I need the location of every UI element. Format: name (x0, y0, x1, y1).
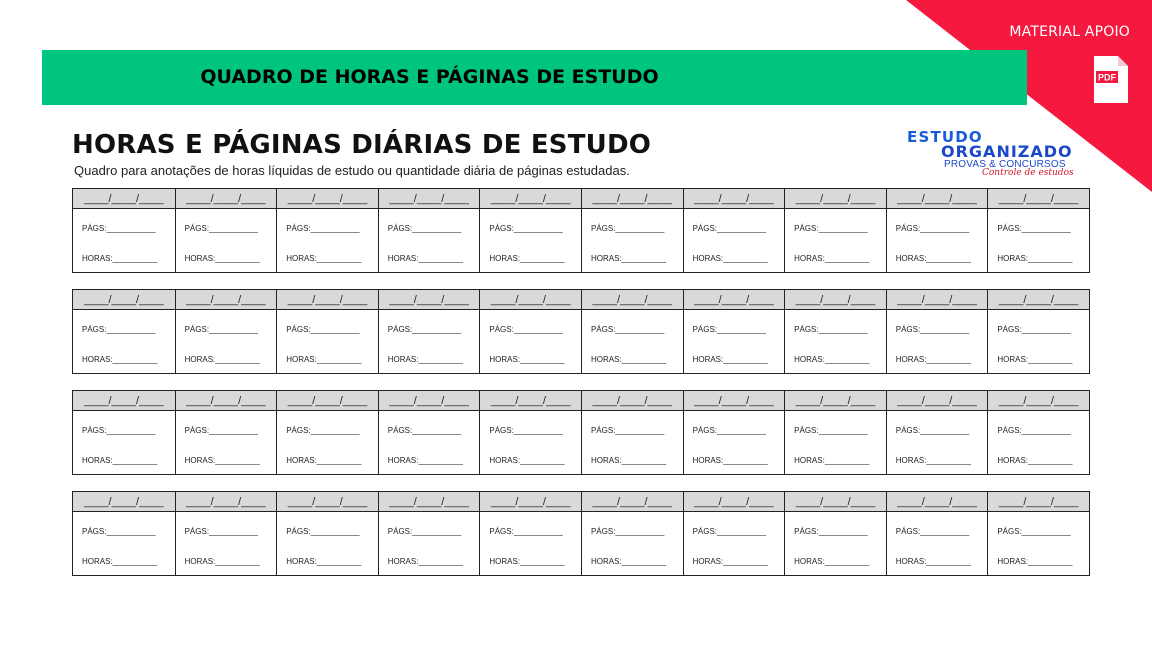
pages-field[interactable]: PÁGS:___________ (286, 224, 360, 233)
day-body (988, 209, 1089, 272)
day-body (379, 512, 480, 575)
hours-field[interactable]: HORAS:__________ (286, 557, 362, 566)
day-body (582, 310, 683, 373)
hours-field[interactable]: HORAS:__________ (184, 355, 260, 364)
day-body (480, 209, 581, 272)
date-field[interactable]: ____/____/____ (480, 492, 581, 512)
day-body (277, 310, 378, 373)
day-body (684, 310, 785, 373)
day-body (480, 512, 581, 575)
pages-field[interactable]: PÁGS:___________ (794, 325, 868, 334)
date-field[interactable]: ____/____/____ (73, 492, 175, 512)
date-field[interactable]: ____/____/____ (887, 189, 988, 209)
day-body (379, 411, 480, 474)
logo-line-1: ESTUDO (907, 128, 983, 146)
date-field[interactable]: ____/____/____ (480, 189, 581, 209)
date-field[interactable]: ____/____/____ (988, 391, 1089, 411)
day-cell (73, 189, 175, 272)
date-field[interactable]: ____/____/____ (582, 391, 683, 411)
date-field[interactable]: ____/____/____ (582, 492, 683, 512)
hours-field[interactable]: HORAS:__________ (692, 254, 768, 263)
pages-field[interactable]: PÁGS:___________ (997, 224, 1071, 233)
date-field[interactable]: ____/____/____ (684, 391, 785, 411)
hours-field[interactable]: HORAS:__________ (590, 557, 667, 566)
date-field[interactable]: ____/____/____ (684, 290, 785, 310)
hours-field[interactable]: HORAS:__________ (489, 355, 565, 364)
day-cell (581, 189, 683, 272)
day-cell (784, 391, 886, 474)
week-row (72, 390, 1090, 475)
pages-field[interactable]: PÁGS:___________ (590, 325, 665, 334)
hours-field[interactable]: HORAS:__________ (895, 355, 971, 364)
pages-field[interactable]: PÁGS:___________ (590, 527, 665, 536)
date-field[interactable]: ____/____/____ (785, 391, 886, 411)
day-body (176, 512, 277, 575)
week-row (72, 491, 1090, 576)
pages-field[interactable]: PÁGS:___________ (489, 527, 563, 536)
pages-field[interactable]: PÁGS:___________ (692, 224, 766, 233)
day-body (684, 512, 785, 575)
hours-field[interactable]: HORAS:__________ (997, 557, 1073, 566)
pages-field[interactable]: PÁGS:___________ (184, 325, 258, 334)
date-field[interactable]: ____/____/____ (277, 189, 378, 209)
day-cell (987, 290, 1089, 373)
day-body (582, 411, 683, 474)
pages-field[interactable]: PÁGS:___________ (692, 325, 766, 334)
day-body (176, 310, 277, 373)
date-field[interactable]: ____/____/____ (73, 290, 175, 310)
day-cell (683, 290, 785, 373)
date-field[interactable]: ____/____/____ (684, 189, 785, 209)
date-field[interactable]: ____/____/____ (379, 391, 480, 411)
day-cell (73, 290, 175, 373)
hours-field[interactable]: HORAS:__________ (997, 456, 1073, 465)
date-field[interactable]: ____/____/____ (785, 290, 886, 310)
day-cell (378, 290, 480, 373)
day-body (684, 411, 785, 474)
date-field[interactable]: ____/____/____ (277, 492, 378, 512)
hours-field[interactable]: HORAS:__________ (184, 456, 260, 465)
date-field[interactable]: ____/____/____ (988, 290, 1089, 310)
hours-field[interactable]: HORAS:__________ (387, 557, 463, 566)
hours-field[interactable]: HORAS:__________ (387, 456, 463, 465)
day-cell (378, 189, 480, 272)
logo-line-2: ORGANIZADO (941, 142, 1073, 161)
date-field[interactable]: ____/____/____ (785, 492, 886, 512)
date-field[interactable]: ____/____/____ (480, 290, 581, 310)
logo-line-3: PROVAS & CONCURSOS (944, 159, 1066, 170)
day-cell (276, 492, 378, 575)
hours-field[interactable]: HORAS:__________ (794, 355, 870, 364)
date-field[interactable]: ____/____/____ (785, 189, 886, 209)
day-body (988, 512, 1089, 575)
day-cell (987, 391, 1089, 474)
date-field[interactable]: ____/____/____ (73, 189, 175, 209)
pages-field[interactable]: PÁGS:___________ (997, 325, 1071, 334)
hours-field[interactable]: HORAS:__________ (286, 254, 362, 263)
day-body (480, 310, 581, 373)
hours-field[interactable]: HORAS:__________ (590, 355, 667, 364)
day-body (887, 512, 988, 575)
hours-field[interactable]: HORAS:__________ (82, 254, 158, 263)
pages-field[interactable]: PÁGS:___________ (387, 426, 462, 435)
hours-field[interactable]: HORAS:__________ (82, 355, 158, 364)
pdf-file-icon[interactable] (1094, 56, 1128, 103)
day-cell (581, 492, 683, 575)
pdf-icon-text: PDF (1098, 72, 1116, 83)
pages-field[interactable]: PÁGS:___________ (387, 527, 462, 536)
pages-field[interactable]: PÁGS:___________ (489, 325, 563, 334)
week-row (72, 188, 1090, 273)
hours-field[interactable]: HORAS:__________ (997, 355, 1073, 364)
date-field[interactable]: ____/____/____ (582, 189, 683, 209)
pages-field[interactable]: PÁGS:___________ (82, 426, 156, 435)
hours-field[interactable]: HORAS:__________ (286, 456, 362, 465)
day-cell (784, 189, 886, 272)
pages-field[interactable]: PÁGS:___________ (184, 426, 258, 435)
pages-field[interactable]: PÁGS:___________ (997, 426, 1071, 435)
day-body (176, 209, 277, 272)
date-field[interactable]: ____/____/____ (684, 492, 785, 512)
day-body (684, 209, 785, 272)
hours-field[interactable]: HORAS:__________ (895, 557, 971, 566)
document-title: HORAS E PÁGINAS DIÁRIAS DE ESTUDO (72, 130, 652, 160)
hours-field[interactable]: HORAS:__________ (692, 557, 768, 566)
pages-field[interactable]: PÁGS:___________ (590, 224, 665, 233)
day-cell (175, 189, 277, 272)
pages-field[interactable]: PÁGS:___________ (692, 426, 766, 435)
date-field[interactable]: ____/____/____ (887, 391, 988, 411)
day-cell (987, 189, 1089, 272)
pages-field[interactable]: PÁGS:___________ (794, 426, 868, 435)
pages-field[interactable]: PÁGS:___________ (794, 527, 868, 536)
day-cell (683, 492, 785, 575)
pages-field[interactable]: PÁGS:___________ (692, 527, 766, 536)
document-subtitle: Quadro para anotações de horas líquidas de estudo ou quantidade diária de páginas estudadas. (74, 163, 630, 178)
date-field[interactable]: ____/____/____ (582, 290, 683, 310)
date-field[interactable]: ____/____/____ (887, 290, 988, 310)
date-field[interactable]: ____/____/____ (988, 492, 1089, 512)
date-field[interactable]: ____/____/____ (277, 391, 378, 411)
day-cell (276, 290, 378, 373)
material-apoio-label: MATERIAL APOIO (1009, 24, 1130, 40)
date-field[interactable]: ____/____/____ (988, 189, 1089, 209)
date-field[interactable]: ____/____/____ (379, 290, 480, 310)
date-field[interactable]: ____/____/____ (277, 290, 378, 310)
day-cell (886, 492, 988, 575)
hours-field[interactable]: HORAS:__________ (692, 456, 768, 465)
day-body (582, 512, 683, 575)
date-field[interactable]: ____/____/____ (379, 189, 480, 209)
pages-field[interactable]: PÁGS:___________ (184, 224, 258, 233)
day-body (379, 310, 480, 373)
hours-field[interactable]: HORAS:__________ (184, 557, 260, 566)
hours-field[interactable]: HORAS:__________ (692, 355, 768, 364)
day-body (176, 411, 277, 474)
hours-field[interactable]: HORAS:__________ (82, 456, 158, 465)
day-body (277, 209, 378, 272)
hours-field[interactable]: HORAS:__________ (489, 557, 565, 566)
day-cell (683, 189, 785, 272)
hours-field[interactable]: HORAS:__________ (794, 456, 870, 465)
date-field[interactable]: ____/____/____ (176, 391, 277, 411)
week-row (72, 289, 1090, 374)
day-cell (581, 391, 683, 474)
day-body (988, 310, 1089, 373)
date-field[interactable]: ____/____/____ (379, 492, 480, 512)
day-body (582, 209, 683, 272)
day-cell (987, 492, 1089, 575)
day-body (73, 209, 175, 272)
day-cell (581, 290, 683, 373)
day-cell (886, 189, 988, 272)
pages-field[interactable]: PÁGS:___________ (286, 426, 360, 435)
day-cell (479, 290, 581, 373)
day-body (277, 512, 378, 575)
hours-field[interactable]: HORAS:__________ (184, 254, 260, 263)
day-body (785, 512, 886, 575)
day-body (277, 411, 378, 474)
day-body (988, 411, 1089, 474)
day-cell (175, 290, 277, 373)
day-cell (784, 492, 886, 575)
pages-field[interactable]: PÁGS:___________ (184, 527, 258, 536)
pages-field[interactable]: PÁGS:___________ (895, 527, 970, 536)
hours-field[interactable]: HORAS:__________ (387, 355, 463, 364)
day-body (887, 411, 988, 474)
pages-field[interactable]: PÁGS:___________ (82, 527, 156, 536)
pages-field[interactable]: PÁGS:___________ (895, 325, 970, 334)
pages-field[interactable]: PÁGS:___________ (82, 224, 156, 233)
hours-field[interactable]: HORAS:__________ (997, 254, 1073, 263)
day-cell (175, 391, 277, 474)
day-cell (886, 391, 988, 474)
pages-field[interactable]: PÁGS:___________ (286, 325, 360, 334)
hours-field[interactable]: HORAS:__________ (82, 557, 158, 566)
hours-field[interactable]: HORAS:__________ (794, 557, 870, 566)
day-cell (683, 391, 785, 474)
estudo-organizado-logo (907, 128, 1077, 180)
day-cell (479, 492, 581, 575)
pages-field[interactable]: PÁGS:___________ (489, 426, 563, 435)
day-body (887, 310, 988, 373)
day-cell (276, 391, 378, 474)
pages-field[interactable]: PÁGS:___________ (997, 527, 1071, 536)
hours-field[interactable]: HORAS:__________ (590, 254, 667, 263)
day-cell (175, 492, 277, 575)
pages-field[interactable]: PÁGS:___________ (82, 325, 156, 334)
date-field[interactable]: ____/____/____ (480, 391, 581, 411)
pages-field[interactable]: PÁGS:___________ (387, 224, 462, 233)
study-log-grid (72, 188, 1090, 576)
pages-field[interactable]: PÁGS:___________ (489, 224, 563, 233)
day-cell (73, 492, 175, 575)
hours-field[interactable]: HORAS:__________ (387, 254, 463, 263)
hours-field[interactable]: HORAS:__________ (794, 254, 870, 263)
day-cell (886, 290, 988, 373)
day-body (785, 411, 886, 474)
logo-line-4: Controle de estudos (982, 168, 1074, 178)
day-cell (378, 391, 480, 474)
date-field[interactable]: ____/____/____ (176, 492, 277, 512)
pages-field[interactable]: PÁGS:___________ (387, 325, 462, 334)
date-field[interactable]: ____/____/____ (887, 492, 988, 512)
day-cell (276, 189, 378, 272)
day-body (73, 411, 175, 474)
pages-field[interactable]: PÁGS:___________ (590, 426, 665, 435)
date-field[interactable]: ____/____/____ (73, 391, 175, 411)
pages-field[interactable]: PÁGS:___________ (794, 224, 868, 233)
day-body (73, 512, 175, 575)
day-cell (784, 290, 886, 373)
date-field[interactable]: ____/____/____ (176, 290, 277, 310)
day-cell (378, 492, 480, 575)
hours-field[interactable]: HORAS:__________ (286, 355, 362, 364)
day-cell (479, 391, 581, 474)
day-body (379, 209, 480, 272)
day-body (480, 411, 581, 474)
day-body (73, 310, 175, 373)
day-body (785, 310, 886, 373)
day-cell (73, 391, 175, 474)
pages-field[interactable]: PÁGS:___________ (895, 426, 970, 435)
day-body (785, 209, 886, 272)
hours-field[interactable]: HORAS:__________ (590, 456, 667, 465)
date-field[interactable]: ____/____/____ (176, 189, 277, 209)
pages-field[interactable]: PÁGS:___________ (895, 224, 970, 233)
pages-field[interactable]: PÁGS:___________ (286, 527, 360, 536)
hours-field[interactable]: HORAS:__________ (895, 456, 971, 465)
day-body (887, 209, 988, 272)
hours-field[interactable]: HORAS:__________ (895, 254, 971, 263)
day-cell (479, 189, 581, 272)
banner-title: QUADRO DE HORAS E PÁGINAS DE ESTUDO (200, 66, 659, 88)
hours-field[interactable]: HORAS:__________ (489, 456, 565, 465)
hours-field[interactable]: HORAS:__________ (489, 254, 565, 263)
